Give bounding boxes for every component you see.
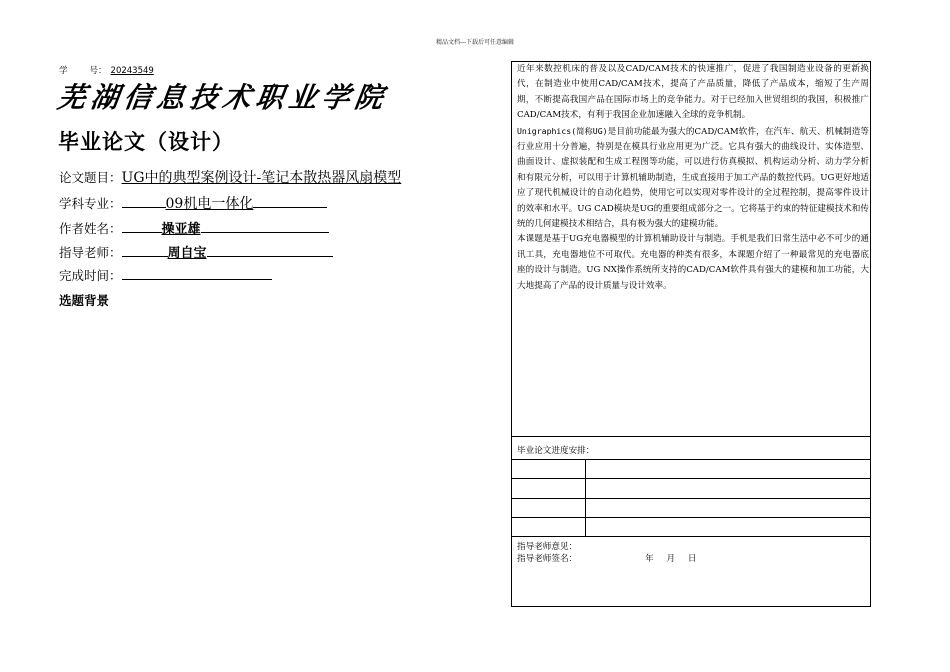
table-cell[interactable] bbox=[586, 498, 871, 517]
table-cell[interactable] bbox=[512, 460, 586, 479]
topic-field bbox=[59, 167, 401, 187]
advisor-signature-label: 指导老师签名： bbox=[517, 554, 578, 564]
table-row bbox=[512, 517, 870, 536]
advisor-opinion-block bbox=[517, 541, 696, 565]
progress-schedule-table bbox=[512, 459, 870, 536]
table-row bbox=[512, 460, 870, 479]
author-field bbox=[59, 218, 329, 237]
table-cell[interactable] bbox=[586, 479, 871, 498]
major-label: 学科专业： bbox=[59, 196, 122, 211]
progress-divider bbox=[512, 436, 870, 437]
advisor-value: 周自宝 bbox=[167, 246, 207, 261]
doc-title: 毕业论文（设计） bbox=[58, 130, 234, 154]
opinion-divider bbox=[512, 536, 870, 537]
background-paragraph-3: 本课题是基于UG充电器模型的计算机辅助设计与制造。手机是我们日常生活中必不可少的通讯工具，充电器地位不可取代。充电器的种类有很多，本课题介绍了一种最常见的充电器底座的设计与制造。UG NX操作系统所支持的CAD/CAM软件具有强大的建模和加工功能，大大地提高了产品的设计质量与设计效率。 bbox=[517, 234, 869, 291]
table-cell[interactable] bbox=[512, 498, 586, 517]
table-cell[interactable] bbox=[586, 460, 871, 479]
completion-date-label: 完成时间： bbox=[59, 268, 122, 283]
background-paragraph-2-text: 是目前功能最为强大的CAD/CAM软件，在汽车、航天、机械制造等行业应用十分普遍，特别是在模具行业应用更为广泛。它具有强大的曲线设计、实体造型、曲面设计、虚拟装配和生成工程图等功能，可以进行仿真模拟、机构运动分析、动力学分析和有限元分析，可以用于计算机辅助制造，生成直接用于加工产品的数控代码。UG更好地适应了现代机械设计的自动化趋势，使用它可以实现对零件设计的全过程控制，提高零件设计的效率和水平。UG CAD模块是UG的重要组成部分之一。它将基于约束的特征建模技术和传统的几何建模技术相结合，具有极为强大的建模功能。 bbox=[517, 126, 869, 230]
student-number-label-b: 号： bbox=[89, 66, 107, 76]
table-cell[interactable] bbox=[512, 517, 586, 536]
background-paragraph-2 bbox=[517, 124, 869, 233]
author-label: 作者姓名： bbox=[59, 221, 122, 236]
advisor-label: 指导老师： bbox=[59, 245, 122, 260]
signature-date: 年 月 日 bbox=[645, 554, 697, 564]
advisor-opinion-label: 指导老师意见： bbox=[517, 542, 578, 552]
advisor-field bbox=[59, 242, 333, 261]
major-value: 09机电一体化 bbox=[165, 196, 254, 212]
topic-value: UG中的典型案例设计-笔记本散热器风扇模型 bbox=[121, 170, 402, 186]
student-number-label-a: 学 bbox=[59, 66, 68, 76]
table-row bbox=[512, 479, 870, 498]
background-heading: 选题背景 bbox=[59, 293, 110, 308]
student-number bbox=[59, 64, 154, 76]
background-paragraph-1: 近年来数控机床的普及以及CAD/CAM技术的快速推广，促进了我国制造业设备的更新换代，在制造业中使用CAD/CAM技术，提高了产品质量，降低了产品成本，缩短了生产周期，不断提高我国产品在国际市场上的竞争能力。对于已经加入世贸组织的我国，积极推广CAD/CAM技术，有利于我国企业加速融入全球的竞争机制。 bbox=[517, 64, 869, 121]
unigraphics-term: Unigraphics(简称UG) bbox=[517, 125, 608, 136]
table-cell[interactable] bbox=[586, 517, 871, 536]
author-value: 操亚雄 bbox=[161, 222, 201, 237]
topic-label: 论文题目： bbox=[59, 170, 122, 185]
progress-label: 毕业论文进度安排： bbox=[517, 446, 595, 456]
signature-row bbox=[517, 553, 696, 565]
school-name-logo: 芜湖信息技术职业学院 bbox=[55, 81, 391, 114]
background-panel bbox=[511, 61, 871, 607]
table-row bbox=[512, 498, 870, 517]
background-text bbox=[517, 62, 869, 294]
table-cell[interactable] bbox=[512, 479, 586, 498]
major-field bbox=[59, 193, 327, 213]
header-note: 精品文档---下载后可任意编辑 bbox=[435, 39, 515, 46]
completion-date-field bbox=[59, 266, 272, 284]
student-number-value: 20243549 bbox=[110, 66, 154, 76]
